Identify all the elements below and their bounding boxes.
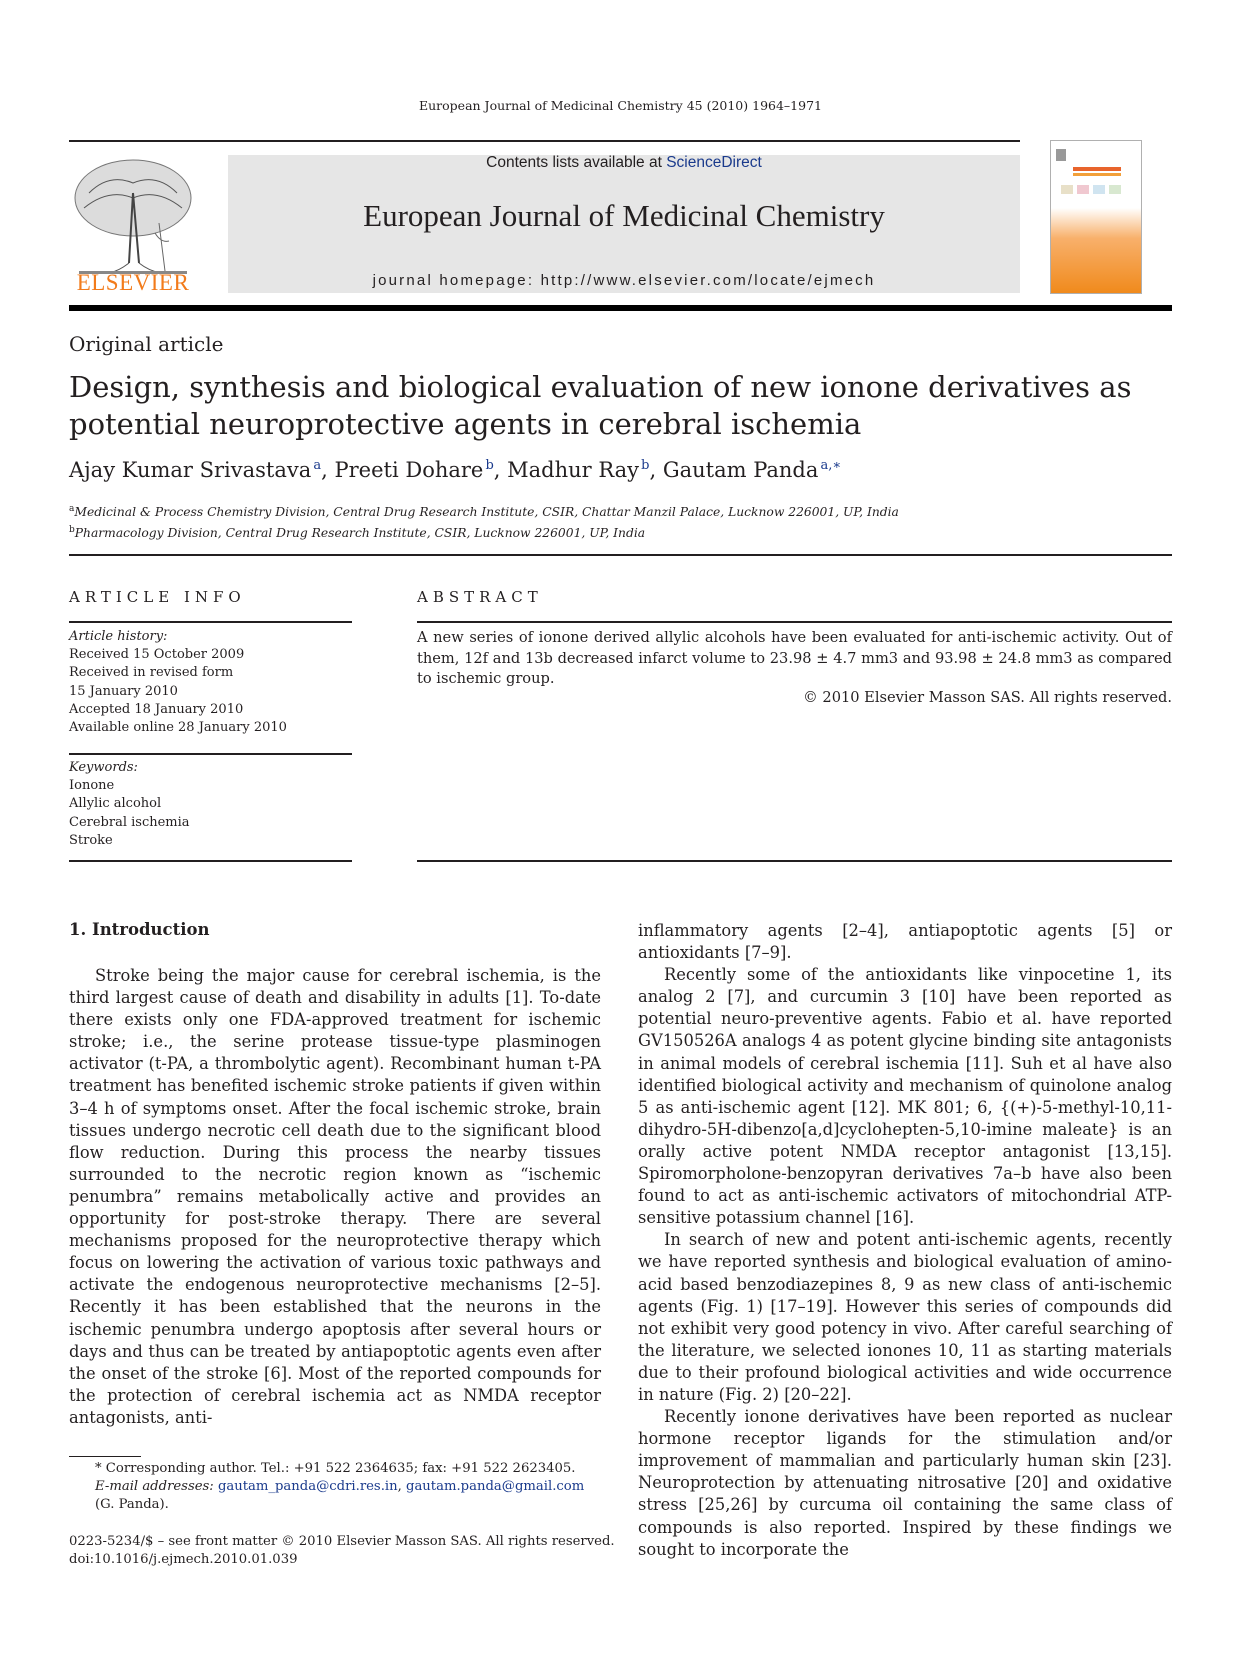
footnote-rule (69, 1456, 141, 1457)
title-divider (69, 554, 1172, 556)
section-heading-introduction: 1. Introduction (69, 920, 210, 939)
history-item: Accepted 18 January 2010 (69, 701, 244, 717)
author-name[interactable]: Gautam Panda (662, 458, 819, 482)
abstract-divider (417, 621, 1172, 623)
history-item: Received in revised form (69, 665, 234, 681)
affiliation-mark: b (69, 525, 75, 536)
history-item: Available online 28 January 2010 (69, 720, 287, 736)
journal-homepage[interactable]: journal homepage: http://www.elsevier.com/locate/ejmech (372, 272, 876, 289)
info-divider (69, 621, 352, 623)
keyword-item: Allylic alcohol (69, 796, 162, 812)
imprint (69, 1533, 689, 1569)
body-paragraph: Recently ionone derivatives have been reported as nuclear hormone receptor ligands for the stimulation and/or improvement of mammalian and particularly human skin [23]. Neuroprotection by attenuating nitrosative [20] and oxidative stress [25,26] by curcuma oil containing the same class of compounds is also reported. Inspired by these findings we sought to incorporate the (638, 1407, 1172, 1559)
keyword-item: Stroke (69, 832, 113, 848)
email-label: E-mail addresses: (95, 1479, 214, 1494)
contents-line (228, 154, 1020, 172)
keyword-item: Ionone (69, 778, 115, 794)
email-suffix: (G. Panda). (95, 1497, 169, 1512)
affiliation-mark: a (69, 504, 75, 514)
info-divider (69, 753, 352, 755)
abstract-divider (417, 860, 1172, 862)
cover-art-icon (1051, 141, 1141, 293)
article-history (69, 628, 287, 737)
keywords (69, 759, 190, 850)
body-paragraph: Recently some of the antioxidants like vinpocetine 1, its analog 2 [7], and curcumin 3 [10] have been reported as potential neuro-preventive agents. Fabio et al. have reported GV150526A analogs 4 as potent glycine binding site antagonists in animal models of cerebral ischemia [11]. Suh et al have also identified biological activity and mechanism of quinolone analog 5 as anti-ischemic agent [12]. MK 801; 6, {(+)-5-methyl-10,11-dihydro-5H-dibenzo[a,d]cyclohepten-5,10-imine maleate} is an orally active potent NMDA receptor antagonist [13,15]. Spiromorpholone-benzopyran derivatives 7a–b have also been found to act as anti-ischemic activators of mitochondrial ATP-sensitive potassium channel [16]. (638, 965, 1172, 1228)
abstract-copyright: © 2010 Elsevier Masson SAS. All rights reserved. (803, 689, 1172, 706)
email-link[interactable]: gautam_panda@cdri.res.in (217, 1479, 398, 1494)
journal-cover-thumbnail[interactable] (1050, 140, 1142, 294)
elsevier-wordmark: ELSEVIER (76, 270, 190, 295)
corresponding-footnote (69, 1460, 601, 1514)
body-column-right (638, 920, 1172, 1561)
article-title: Design, synthesis and biological evaluation of new ionone derivatives as potential neuroprotective agents in cerebral ischemia (69, 370, 1132, 441)
author-name[interactable]: Ajay Kumar Srivastava (69, 458, 312, 482)
article-type: Original article (69, 332, 224, 356)
history-item: Received 15 October 2009 (69, 647, 245, 663)
history-label: Article history: (69, 629, 168, 644)
affiliation-text: Pharmacology Division, Central Drug Research Institute, CSIR, Lucknow 226001, UP, India (74, 526, 646, 541)
history-item: 15 January 2010 (69, 683, 178, 699)
author-affiliation-mark[interactable]: b (485, 458, 494, 473)
abstract-heading: ABSTRACT (417, 588, 543, 606)
header-rule (69, 140, 1020, 142)
imprint-issn: 0223-5234/$ – see front matter © 2010 Elsevier Masson SAS. All rights reserved. (69, 1534, 615, 1549)
keywords-label: Keywords: (69, 760, 138, 775)
body-paragraph: In search of new and potent anti-ischemic agents, recently we have reported synthesis and biological evaluation of amino-acid based benzodiazepines 8, 9 as new class of anti-ischemic agents (Fig. 1) [17–19]. However this series of compounds did not exhibit very good potency in vivo. After careful searching of the literature, we selected ionones 10, 11 as starting materials due to their profound biological activities and wide occurrence in nature (Fig. 2) [20–22]. (638, 1230, 1172, 1404)
affiliations (69, 500, 899, 542)
author-affiliation-mark[interactable]: a, (820, 458, 833, 473)
keyword-item: Cerebral ischemia (69, 814, 190, 830)
affiliation-item (69, 500, 899, 521)
masthead-rule (69, 305, 1172, 311)
body-paragraph: Stroke being the major cause for cerebral ischemia, is the third largest cause of death and disability in adults [1]. To-date there exists only one FDA-approved treatment for ischemic stroke; i.e., the serine protease tissue-type plasminogen activator (t-PA, a thrombolytic agent). Recombinant human t-PA treatment has benefited ischemic stroke patients if given within 3–4 h of symptoms onset. After the focal ischemic stroke, brain tissues undergo necrotic cell death due to the significant blood flow reduction. During this process the nearby tissues surrounded to the necrotic region known as “ischemic penumbra” remains metabolically active and provides an opportunity for post-stroke therapy. There are several mechanisms proposed for the neuroprotective therapy which focus on lowering the activation of various toxic pathways and activate the endogenous neuroprotective mechanisms [2–5]. Recently it has been established that the neurons in the ischemic penumbra undergo apoptosis after several hours or days and thus can be treated by antiapoptotic agents even after the onset of the stroke [6]. Most of the reported compounds for the protection of cerebral ischemia act as NMDA receptor antagonists, anti- (69, 966, 601, 1427)
abstract-text: A new series of ionone derived allylic alcohols have been evaluated for anti-ischemic activity. Out of them, 12f and 13b decreased infarct volume to 23.98 ± 4.7 mm3 and 93.98 ± 24.8 mm3 as compared to ischemic group. (417, 629, 1172, 688)
affiliation-item (69, 521, 899, 542)
journal-name: European Journal of Medicinal Chemistry (363, 198, 885, 233)
corresponding-author-star-icon[interactable]: ∗ (832, 458, 842, 473)
body-paragraph: inflammatory agents [2–4], antiapoptotic agents [5] or antioxidants [7–9]. (638, 921, 1172, 963)
journal-citation: European Journal of Medicinal Chemistry 45 (2010) 1964–1971 (419, 98, 822, 113)
sciencedirect-link[interactable]: ScienceDirect (666, 154, 762, 171)
body-column-left (69, 965, 601, 1429)
author-list: Ajay Kumar Srivastava $^a$, Preeti Dohare $^b$, Madhur Ray $^b$, Gautam Panda $^{a,∗}$ (69, 458, 842, 482)
info-divider (69, 860, 352, 862)
affiliation-text: Medicinal & Process Chemistry Division, Central Drug Research Institute, CSIR, Chattar Manzil Palace, Lucknow 226001, UP, India (74, 505, 899, 520)
author-affiliation-mark[interactable]: b (641, 458, 650, 473)
author-name[interactable]: Preeti Dohare (334, 458, 484, 482)
article-info-heading: ARTICLE INFO (69, 588, 246, 606)
email-link[interactable]: gautam.panda@gmail.com (406, 1479, 585, 1494)
author-affiliation-mark[interactable]: a (313, 458, 322, 473)
footnote-emails: E-mail addresses: gautam_panda@cdri.res.in, gautam.panda@gmail.com (G. Panda). (95, 1479, 585, 1512)
contents-prefix: Contents lists available at (486, 154, 667, 171)
footnote-contact: * Corresponding author. Tel.: +91 522 2364635; fax: +91 522 2623405. (95, 1461, 576, 1476)
imprint-doi[interactable]: doi:10.1016/j.ejmech.2010.01.039 (69, 1552, 298, 1567)
author-name[interactable]: Madhur Ray (507, 458, 640, 482)
